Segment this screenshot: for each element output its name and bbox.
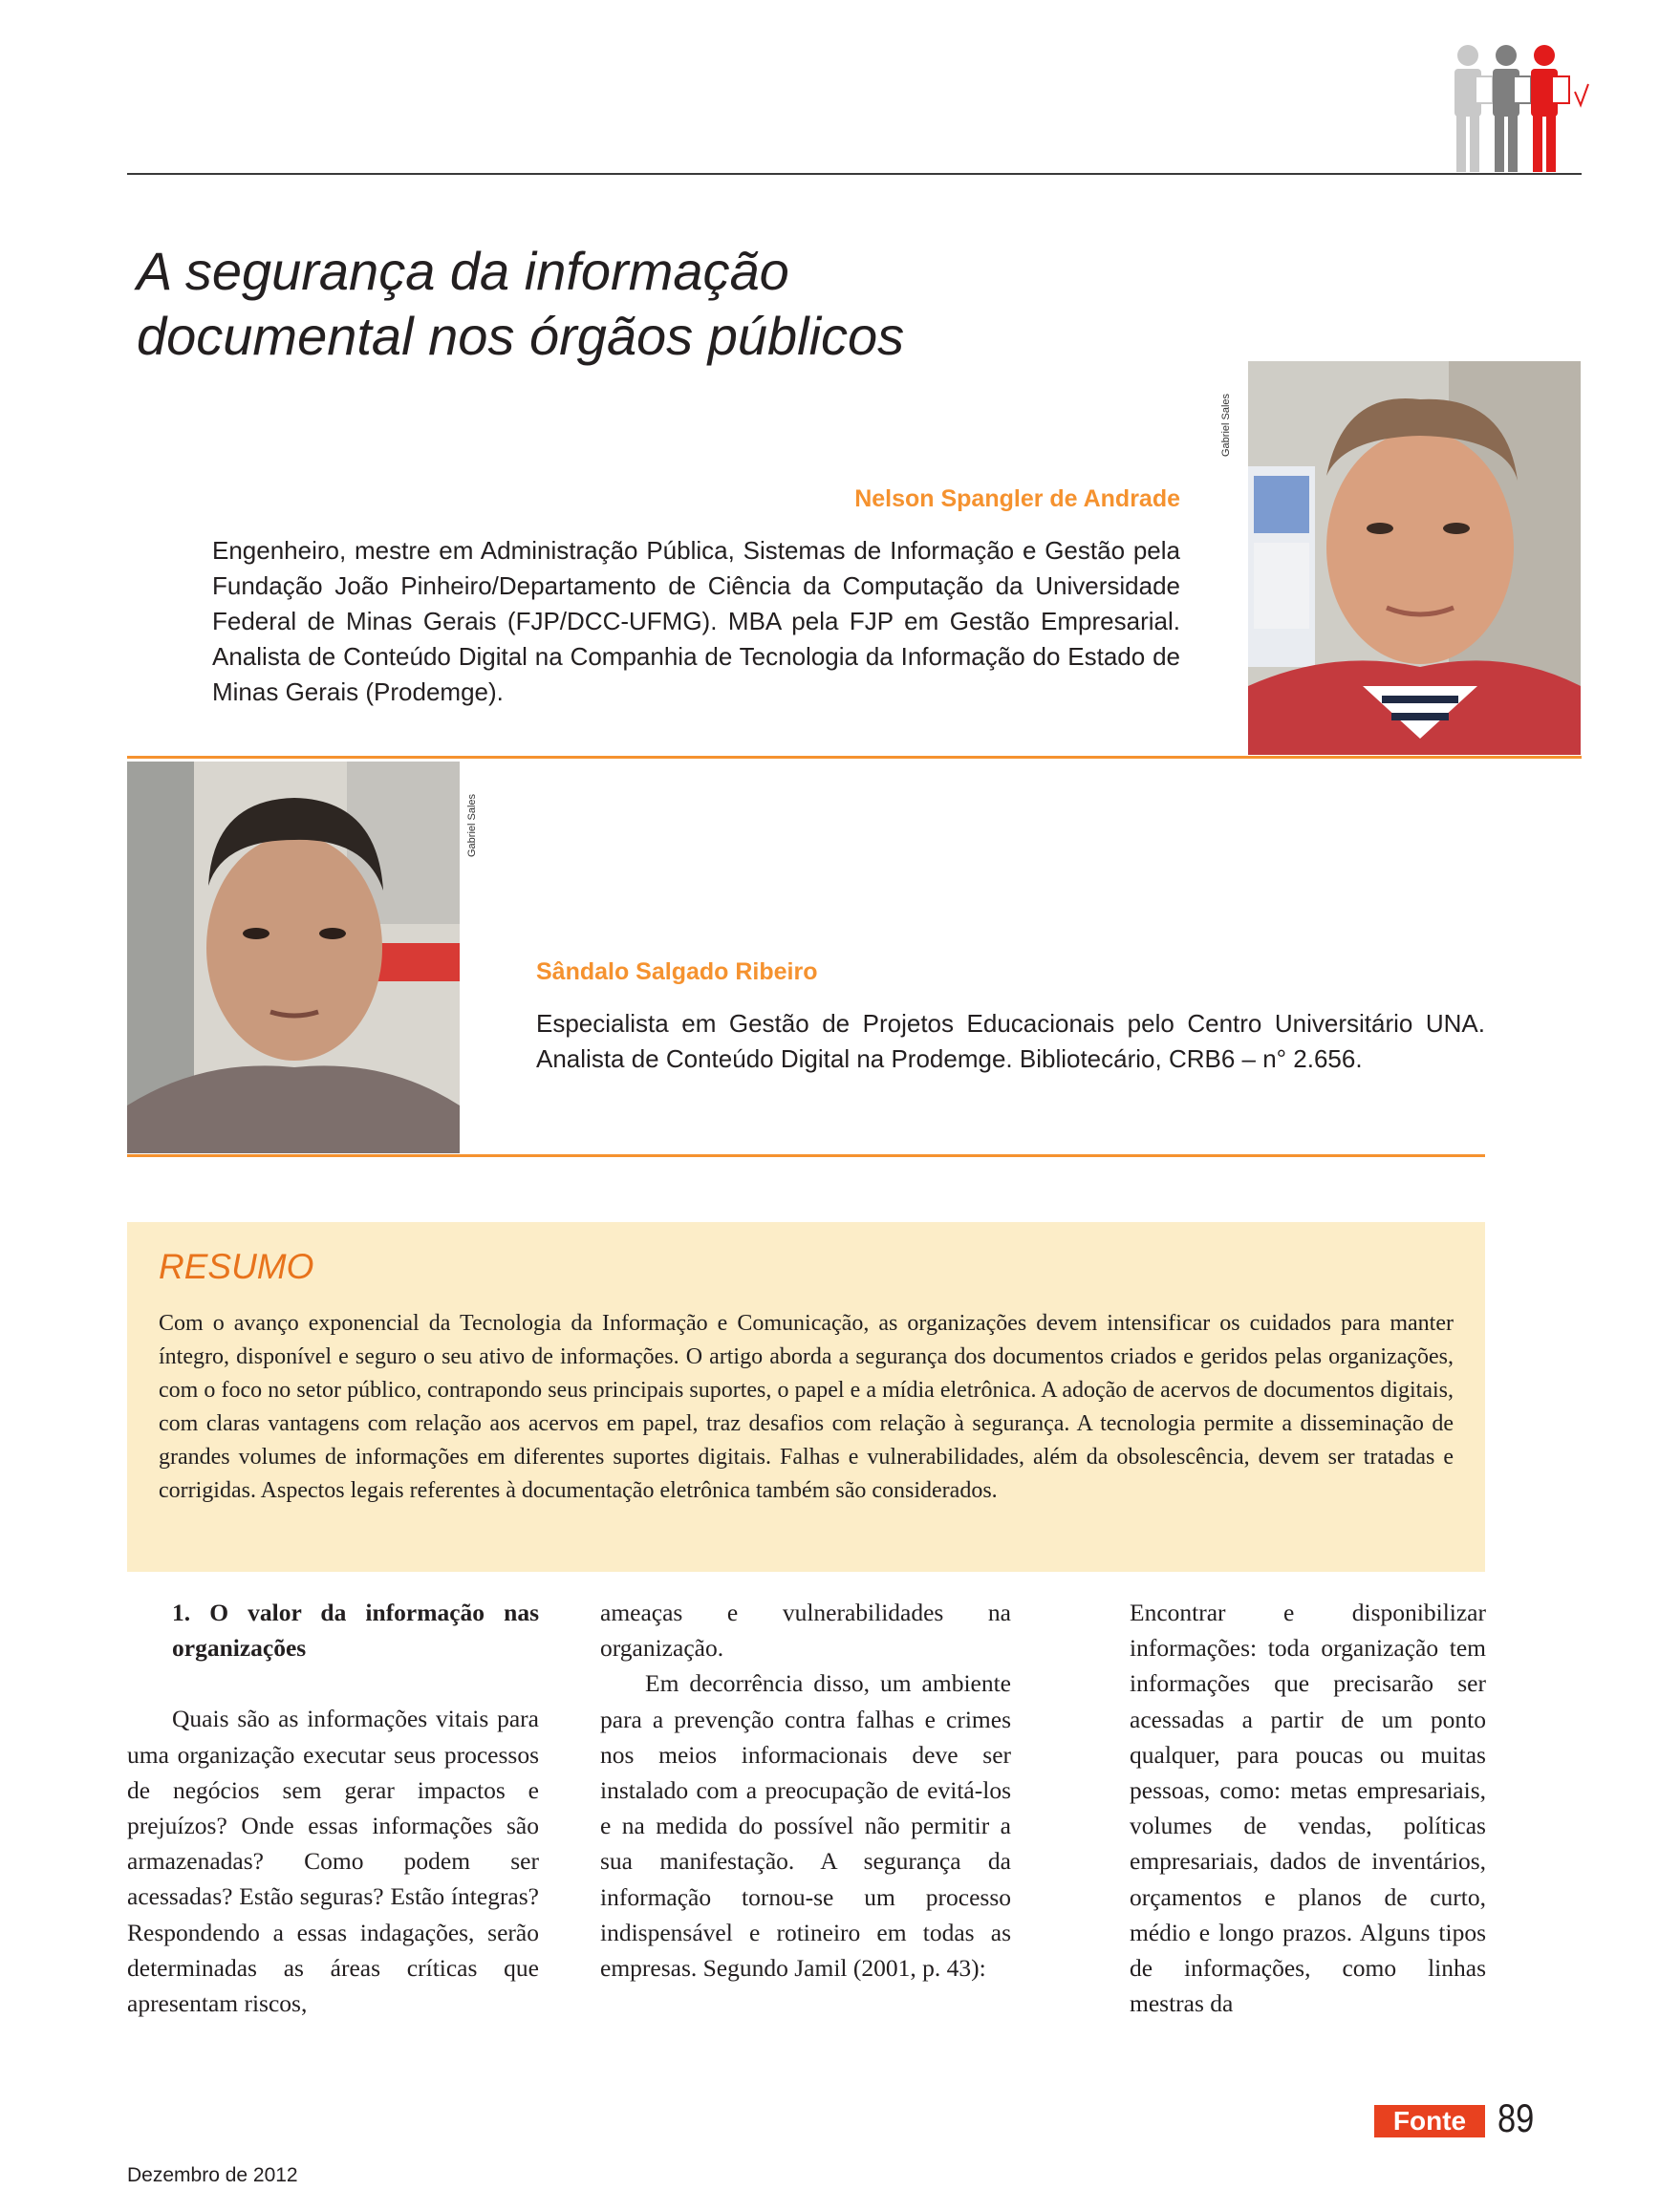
section-heading: 1. O valor da informação nas organizações bbox=[172, 1599, 539, 1663]
author-divider-2 bbox=[127, 1154, 1485, 1157]
author-divider-1 bbox=[127, 756, 1582, 759]
body-paragraph: Encontrar e disponibilizar informações: toda organização tem informações que precisarão ser acessadas a partir de um ponto qualquer, para poucas ou muitas pessoas, como: metas empresariais, volumes de vendas, políticas empresariais, dados de inventários, orçamentos e planos de curto, médio e longo prazos. Alguns tipos de informações, como linhas mestras da bbox=[1130, 1599, 1486, 2018]
body-column-2 bbox=[600, 1595, 1011, 1986]
title-line-1: A segurança da informação bbox=[137, 241, 789, 301]
header-rule bbox=[127, 173, 1582, 175]
author-1-photo bbox=[1248, 361, 1581, 755]
author-2-bio: Especialista em Gestão de Projetos Educacionais pelo Centro Universitário UNA. Analista de Conteúdo Digital na Prodemge. Bibliotecário, CRB6 – n° 2.656. bbox=[536, 1009, 1485, 1073]
article-title bbox=[137, 239, 1092, 369]
body-paragraph: ameaças e vulnerabilidades na organização. bbox=[600, 1599, 1011, 1663]
magazine-badge: Fonte bbox=[1374, 2105, 1485, 2137]
three-people-reading-icon bbox=[1447, 42, 1590, 174]
page-number: 89 bbox=[1497, 2095, 1535, 2140]
body-column-3 bbox=[1130, 1595, 1486, 2021]
body-paragraph: Em decorrência disso, um ambiente para a prevenção contra falhas e crimes nos meios informacionais deve ser instalado com a preocupação de evitá-los e na medida do possível não permitir a sua manifestação. A segurança da informação tornou-se um processo indispensável e rotineiro em todas as empresas. Segundo Jamil (2001, p. 43): bbox=[600, 1669, 1011, 1983]
title-line-2: documental nos órgãos públicos bbox=[137, 306, 905, 366]
body-paragraph: Quais são as informações vitais para uma organização executar seus processos de negócios sem gerar impactos e prejuízos? Onde essas informações são armazenadas? Como podem ser acessadas? Estão seguras? Estão íntegras? Respondendo a essas indagações, serão determinadas as áreas críticas que apresentam riscos, bbox=[127, 1705, 539, 2018]
footer-date: Dezembro de 2012 bbox=[127, 2164, 298, 2186]
body-column-1 bbox=[127, 1595, 539, 2021]
author-2-name: Sândalo Salgado Ribeiro bbox=[536, 958, 818, 985]
abstract-heading: RESUMO bbox=[159, 1247, 314, 1286]
photo-credit-1: Gabriel Sales bbox=[1220, 393, 1232, 457]
author-1-bio: Engenheiro, mestre em Administração Pública, Sistemas de Informação e Gestão pela Fundação João Pinheiro/Departamento de Ciência da Computação da Universidade Federal de Minas Gerais (FJP/DCC-UFMG). MBA pela FJP em Gestão Empresarial. Analista de Conteúdo Digital na Companhia de Tecnologia da Informação do Estado de Minas Gerais (Prodemge). bbox=[212, 536, 1180, 706]
photo-credit-2: Gabriel Sales bbox=[466, 793, 478, 857]
author-2-photo bbox=[127, 762, 460, 1153]
abstract-text: Com o avanço exponencial da Tecnologia da Informação e Comunicação, as organizações devem intensificar os cuidados para manter íntegro, disponível e seguro o seu ativo de informações. O artigo aborda a segurança dos documentos criados e geridos pelas organizações, com o foco no setor público, contrapondo seus principais suportes, o papel e a mídia eletrônica. A adoção de acervos de documentos digitais, com claras vantagens com relação aos acervos em papel, traz desafios com relação à segurança. A tecnologia permite a disseminação de grandes volumes de informações em diferentes suportes digitais. Falhas e vulnerabilidades, além da obsolescência, devem ser tratadas e corrigidas. Aspectos legais referentes à documentação eletrônica também são considerados. bbox=[159, 1311, 1454, 1503]
author-1-name: Nelson Spangler de Andrade bbox=[854, 485, 1180, 512]
